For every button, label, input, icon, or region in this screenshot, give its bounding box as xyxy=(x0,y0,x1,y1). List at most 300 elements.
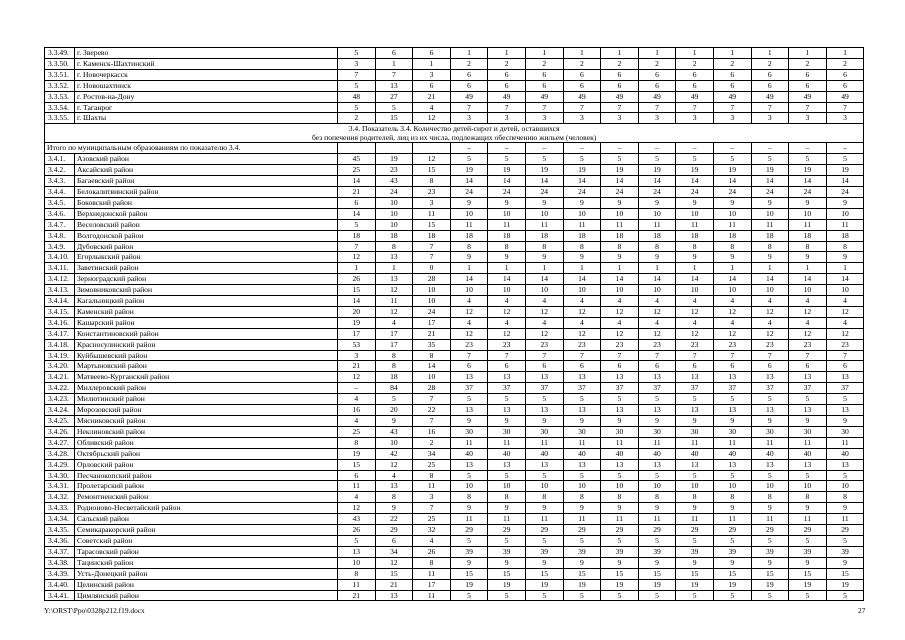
row-value: 10 xyxy=(413,296,451,307)
row-value: 13 xyxy=(826,372,864,383)
row-value: 11 xyxy=(450,219,488,230)
row-value: 5 xyxy=(751,590,789,601)
file-path: Y:\ORST\Ppo\0328p212.f19.docx xyxy=(44,606,145,615)
table-row xyxy=(45,230,864,241)
row-value: 19 xyxy=(338,317,376,328)
row-value: – xyxy=(338,383,376,394)
row-value: 8 xyxy=(751,241,789,252)
row-value: 21 xyxy=(413,91,451,102)
row-value: 2 xyxy=(826,58,864,69)
row-value: 9 xyxy=(638,252,676,263)
row-code: 3.4.24. xyxy=(45,405,75,416)
row-value: 10 xyxy=(789,285,827,296)
row-name: Милютинский район xyxy=(75,394,338,405)
table-row xyxy=(45,48,864,59)
row-value: 19 xyxy=(789,579,827,590)
row-code: 3.4.7. xyxy=(45,219,75,230)
row-value: 19 xyxy=(488,579,526,590)
row-value: 5 xyxy=(450,154,488,165)
row-value: 1 xyxy=(338,263,376,274)
table-row xyxy=(45,339,864,350)
row-value: 11 xyxy=(676,514,714,525)
row-value: 12 xyxy=(751,306,789,317)
table-row xyxy=(45,394,864,405)
row-value: 7 xyxy=(338,69,376,80)
row-value: 4 xyxy=(563,317,601,328)
row-value: 9 xyxy=(601,197,639,208)
row-name: Советский район xyxy=(75,535,338,546)
row-code: 3.4.13. xyxy=(45,285,75,296)
row-value: 12 xyxy=(713,306,751,317)
row-name: Семикаракорский район xyxy=(75,525,338,536)
row-value: 7 xyxy=(713,102,751,113)
row-value: 7 xyxy=(450,102,488,113)
total-value: – xyxy=(826,143,864,154)
table-row xyxy=(45,568,864,579)
table-row xyxy=(45,350,864,361)
row-value: 12 xyxy=(713,328,751,339)
row-value: 1 xyxy=(450,48,488,59)
table-row xyxy=(45,590,864,601)
row-value: 37 xyxy=(601,383,639,394)
row-value: 9 xyxy=(713,557,751,568)
row-value: 12 xyxy=(375,557,413,568)
row-value: 12 xyxy=(525,306,563,317)
row-value: 19 xyxy=(375,154,413,165)
row-value: 1 xyxy=(713,48,751,59)
row-value: 3 xyxy=(413,492,451,503)
row-value: 10 xyxy=(713,208,751,219)
row-name: Заветинский район xyxy=(75,263,338,274)
row-value: 15 xyxy=(751,568,789,579)
row-value: 49 xyxy=(789,91,827,102)
row-name: Волгодонской район xyxy=(75,230,338,241)
row-name: Егорлыкский район xyxy=(75,252,338,263)
row-value: 14 xyxy=(676,274,714,285)
row-value: 9 xyxy=(525,557,563,568)
row-value: 15 xyxy=(525,568,563,579)
row-value: 4 xyxy=(413,535,451,546)
row-name: Веселовский район xyxy=(75,219,338,230)
row-value: 9 xyxy=(826,197,864,208)
row-value: 4 xyxy=(488,296,526,307)
row-value: 5 xyxy=(488,535,526,546)
row-code: 3.3.49. xyxy=(45,48,75,59)
row-code: 3.4.2. xyxy=(45,165,75,176)
row-value: 13 xyxy=(713,405,751,416)
row-value: 6 xyxy=(488,69,526,80)
row-value: 5 xyxy=(601,590,639,601)
row-value: 8 xyxy=(638,492,676,503)
row-value: 15 xyxy=(563,568,601,579)
row-value: 7 xyxy=(488,102,526,113)
row-value: 11 xyxy=(488,219,526,230)
row-value: 39 xyxy=(638,546,676,557)
row-code: 3.4.18. xyxy=(45,339,75,350)
row-value: 12 xyxy=(413,154,451,165)
table-row xyxy=(45,426,864,437)
table-row xyxy=(45,535,864,546)
row-value: 14 xyxy=(488,176,526,187)
row-value: 6 xyxy=(525,69,563,80)
row-value: 9 xyxy=(789,197,827,208)
row-value: 3 xyxy=(488,113,526,124)
row-value: 30 xyxy=(563,426,601,437)
row-value: 6 xyxy=(751,80,789,91)
row-value: 26 xyxy=(413,546,451,557)
row-value: 9 xyxy=(563,503,601,514)
row-code: 3.4.38. xyxy=(45,557,75,568)
row-value: 12 xyxy=(525,328,563,339)
row-value: 14 xyxy=(450,274,488,285)
row-value: 11 xyxy=(563,437,601,448)
row-value: 11 xyxy=(525,437,563,448)
row-value: 6 xyxy=(826,80,864,91)
row-value: 5 xyxy=(601,154,639,165)
row-value: 4 xyxy=(751,296,789,307)
row-value: 14 xyxy=(751,176,789,187)
row-value: 15 xyxy=(450,568,488,579)
row-value: 26 xyxy=(338,525,376,536)
row-value: 12 xyxy=(676,328,714,339)
row-code: 3.4.17. xyxy=(45,328,75,339)
row-value: 5 xyxy=(789,154,827,165)
row-value: 14 xyxy=(525,274,563,285)
row-code: 3.4.36. xyxy=(45,535,75,546)
row-value: 11 xyxy=(413,208,451,219)
row-value: 24 xyxy=(751,186,789,197)
row-value: 5 xyxy=(789,590,827,601)
row-value: 5 xyxy=(450,590,488,601)
row-code: 3.4.5. xyxy=(45,197,75,208)
table-row xyxy=(45,252,864,263)
row-value: 8 xyxy=(413,350,451,361)
row-value: 20 xyxy=(375,405,413,416)
row-value: 5 xyxy=(638,470,676,481)
row-value: 23 xyxy=(450,339,488,350)
row-value: 9 xyxy=(676,197,714,208)
row-value: 14 xyxy=(638,176,676,187)
row-value: 1 xyxy=(601,48,639,59)
row-value: 14 xyxy=(338,208,376,219)
row-name: Песчанокопский район xyxy=(75,470,338,481)
row-value: 5 xyxy=(488,590,526,601)
row-value: 6 xyxy=(638,69,676,80)
row-value: 49 xyxy=(638,91,676,102)
row-code: 3.4.33. xyxy=(45,503,75,514)
row-code: 3.4.3. xyxy=(45,176,75,187)
row-value: 11 xyxy=(413,481,451,492)
row-code: 3.4.4. xyxy=(45,186,75,197)
row-value: 5 xyxy=(826,394,864,405)
row-value: 11 xyxy=(638,514,676,525)
row-value: 13 xyxy=(826,405,864,416)
row-value: 13 xyxy=(676,405,714,416)
table-body xyxy=(45,48,864,601)
row-value: 27 xyxy=(375,91,413,102)
row-value: 32 xyxy=(413,525,451,536)
row-value: 21 xyxy=(375,579,413,590)
row-value: 8 xyxy=(826,241,864,252)
row-value: 12 xyxy=(638,306,676,317)
row-value: 6 xyxy=(713,80,751,91)
row-value: 14 xyxy=(751,274,789,285)
row-value: 30 xyxy=(601,426,639,437)
row-value: 3 xyxy=(525,113,563,124)
row-value: 3 xyxy=(563,113,601,124)
row-value: 8 xyxy=(413,557,451,568)
total-value: – xyxy=(676,143,714,154)
row-value: 15 xyxy=(338,459,376,470)
row-value: 13 xyxy=(450,372,488,383)
row-value: 18 xyxy=(413,230,451,241)
row-value: 24 xyxy=(676,186,714,197)
table-row xyxy=(45,317,864,328)
row-value: 23 xyxy=(413,186,451,197)
row-value: 9 xyxy=(638,416,676,427)
row-value: 11 xyxy=(563,514,601,525)
row-value: 13 xyxy=(676,372,714,383)
row-value: 3 xyxy=(338,58,376,69)
row-value: 15 xyxy=(713,568,751,579)
row-value: 10 xyxy=(375,197,413,208)
row-value: 10 xyxy=(676,285,714,296)
table-row xyxy=(45,186,864,197)
row-value: 45 xyxy=(338,154,376,165)
row-value: 5 xyxy=(375,394,413,405)
row-value: 14 xyxy=(676,176,714,187)
row-value: 2 xyxy=(563,58,601,69)
table-row xyxy=(45,328,864,339)
row-value: 2 xyxy=(751,58,789,69)
row-value: 7 xyxy=(789,102,827,113)
row-value: 84 xyxy=(375,383,413,394)
table-row xyxy=(45,208,864,219)
row-value: 1 xyxy=(488,263,526,274)
row-value: 9 xyxy=(450,197,488,208)
row-value: 21 xyxy=(413,328,451,339)
row-name: г. Новочеркасск xyxy=(75,69,338,80)
row-value: 24 xyxy=(826,186,864,197)
row-value: 9 xyxy=(789,252,827,263)
row-name: г. Таганрог xyxy=(75,102,338,113)
row-value: 10 xyxy=(413,285,451,296)
row-value: 6 xyxy=(751,361,789,372)
row-value: 43 xyxy=(375,176,413,187)
row-value: 5 xyxy=(525,470,563,481)
row-value: 11 xyxy=(638,219,676,230)
row-value: 5 xyxy=(751,535,789,546)
row-value: 5 xyxy=(601,470,639,481)
row-value: 11 xyxy=(601,514,639,525)
row-value: 17 xyxy=(375,328,413,339)
row-value: 11 xyxy=(713,514,751,525)
row-value: 10 xyxy=(525,481,563,492)
row-code: 3.4.31. xyxy=(45,481,75,492)
row-value: 10 xyxy=(488,208,526,219)
row-value: 10 xyxy=(676,208,714,219)
row-value: 30 xyxy=(789,426,827,437)
row-value: 1 xyxy=(676,263,714,274)
row-value: 13 xyxy=(826,459,864,470)
row-value: 10 xyxy=(601,481,639,492)
row-value: 5 xyxy=(826,154,864,165)
total-value: – xyxy=(751,143,789,154)
row-value: 5 xyxy=(826,535,864,546)
row-value: 18 xyxy=(525,230,563,241)
row-value: 6 xyxy=(601,69,639,80)
table-row xyxy=(45,525,864,536)
row-value: 18 xyxy=(751,230,789,241)
row-value: 5 xyxy=(713,154,751,165)
row-value: 11 xyxy=(525,219,563,230)
row-value: 10 xyxy=(751,481,789,492)
row-value: 11 xyxy=(826,219,864,230)
row-value: 9 xyxy=(601,252,639,263)
row-name: Обливский район xyxy=(75,437,338,448)
table-row xyxy=(45,492,864,503)
row-value: 19 xyxy=(751,579,789,590)
row-value: 11 xyxy=(751,514,789,525)
row-value: 8 xyxy=(488,241,526,252)
row-value: 19 xyxy=(713,165,751,176)
row-value: 13 xyxy=(375,590,413,601)
row-value: 9 xyxy=(488,503,526,514)
row-value: 24 xyxy=(525,186,563,197)
row-value: 39 xyxy=(563,546,601,557)
row-value: 3 xyxy=(676,113,714,124)
row-value: 5 xyxy=(488,470,526,481)
row-value: 23 xyxy=(638,339,676,350)
row-value: 19 xyxy=(676,165,714,176)
table-row xyxy=(45,514,864,525)
row-value: 7 xyxy=(826,350,864,361)
row-value: 9 xyxy=(488,197,526,208)
row-value: 12 xyxy=(338,503,376,514)
row-value: 30 xyxy=(525,426,563,437)
row-value: 13 xyxy=(601,459,639,470)
row-value: 9 xyxy=(789,557,827,568)
row-value: 1 xyxy=(525,48,563,59)
row-value: 2 xyxy=(413,437,451,448)
row-value: 5 xyxy=(450,470,488,481)
table-row xyxy=(45,285,864,296)
row-value: 37 xyxy=(563,383,601,394)
row-value: 23 xyxy=(601,339,639,350)
row-value: 9 xyxy=(638,197,676,208)
row-value: 9 xyxy=(563,252,601,263)
row-value: 5 xyxy=(525,154,563,165)
row-value: 4 xyxy=(826,296,864,307)
row-value: 13 xyxy=(488,405,526,416)
row-value: 18 xyxy=(375,372,413,383)
table-row xyxy=(45,372,864,383)
row-value: 24 xyxy=(563,186,601,197)
row-value: 11 xyxy=(826,437,864,448)
row-value: 17 xyxy=(413,317,451,328)
row-value: 6 xyxy=(338,197,376,208)
row-value: 39 xyxy=(713,546,751,557)
row-value: 13 xyxy=(789,405,827,416)
row-value: 10 xyxy=(450,285,488,296)
row-value: 6 xyxy=(789,69,827,80)
row-value: 4 xyxy=(826,317,864,328)
row-value: 9 xyxy=(450,252,488,263)
row-value: 29 xyxy=(525,525,563,536)
row-value: 19 xyxy=(563,579,601,590)
row-value: 40 xyxy=(488,448,526,459)
row-value: 12 xyxy=(601,328,639,339)
row-value: 29 xyxy=(789,525,827,536)
row-code: 3.4.21. xyxy=(45,372,75,383)
row-value: 10 xyxy=(375,208,413,219)
row-value: 13 xyxy=(751,459,789,470)
row-value: 1 xyxy=(789,263,827,274)
row-value: 14 xyxy=(601,274,639,285)
row-value: 12 xyxy=(563,328,601,339)
row-value: 14 xyxy=(338,176,376,187)
row-value: 10 xyxy=(375,437,413,448)
table-row xyxy=(45,274,864,285)
row-value: 10 xyxy=(413,372,451,383)
row-value: 9 xyxy=(601,503,639,514)
row-name: Аксайский район xyxy=(75,165,338,176)
row-value: 8 xyxy=(601,241,639,252)
row-value: 10 xyxy=(826,208,864,219)
row-value: 3 xyxy=(751,113,789,124)
table-row xyxy=(45,546,864,557)
row-value: 14 xyxy=(525,176,563,187)
row-value: 9 xyxy=(525,197,563,208)
row-value: 3 xyxy=(826,113,864,124)
row-name: Азовский район xyxy=(75,154,338,165)
row-value: 6 xyxy=(525,361,563,372)
row-value: 5 xyxy=(338,80,376,91)
row-value: 19 xyxy=(676,579,714,590)
total-value: – xyxy=(601,143,639,154)
row-value: 11 xyxy=(450,437,488,448)
row-value: 6 xyxy=(826,69,864,80)
row-value: 6 xyxy=(713,69,751,80)
row-value: 5 xyxy=(826,590,864,601)
row-name: Багаевский район xyxy=(75,176,338,187)
row-value: 19 xyxy=(488,165,526,176)
row-value: 3 xyxy=(413,197,451,208)
row-value: 9 xyxy=(601,416,639,427)
row-value: 15 xyxy=(375,568,413,579)
row-value: 9 xyxy=(751,557,789,568)
row-value: 5 xyxy=(676,394,714,405)
section-title-line1: 3.4. Показатель 3.4. Количество детей-сирот и детей, оставшихся xyxy=(348,124,560,134)
row-value: 9 xyxy=(826,503,864,514)
row-value: 4 xyxy=(638,296,676,307)
row-value: 12 xyxy=(563,306,601,317)
row-value: 9 xyxy=(488,416,526,427)
row-value: 13 xyxy=(563,405,601,416)
row-value: 18 xyxy=(563,230,601,241)
row-value: 7 xyxy=(413,241,451,252)
row-name: Куйбышевский район xyxy=(75,350,338,361)
row-value: 7 xyxy=(751,102,789,113)
row-value: 7 xyxy=(826,102,864,113)
row-value: 14 xyxy=(638,274,676,285)
row-value: 37 xyxy=(450,383,488,394)
row-name: г. Ростов-на-Дону xyxy=(75,91,338,102)
row-value: 6 xyxy=(638,80,676,91)
row-value: 11 xyxy=(338,481,376,492)
row-code: 3.4.32. xyxy=(45,492,75,503)
row-value: 6 xyxy=(676,80,714,91)
